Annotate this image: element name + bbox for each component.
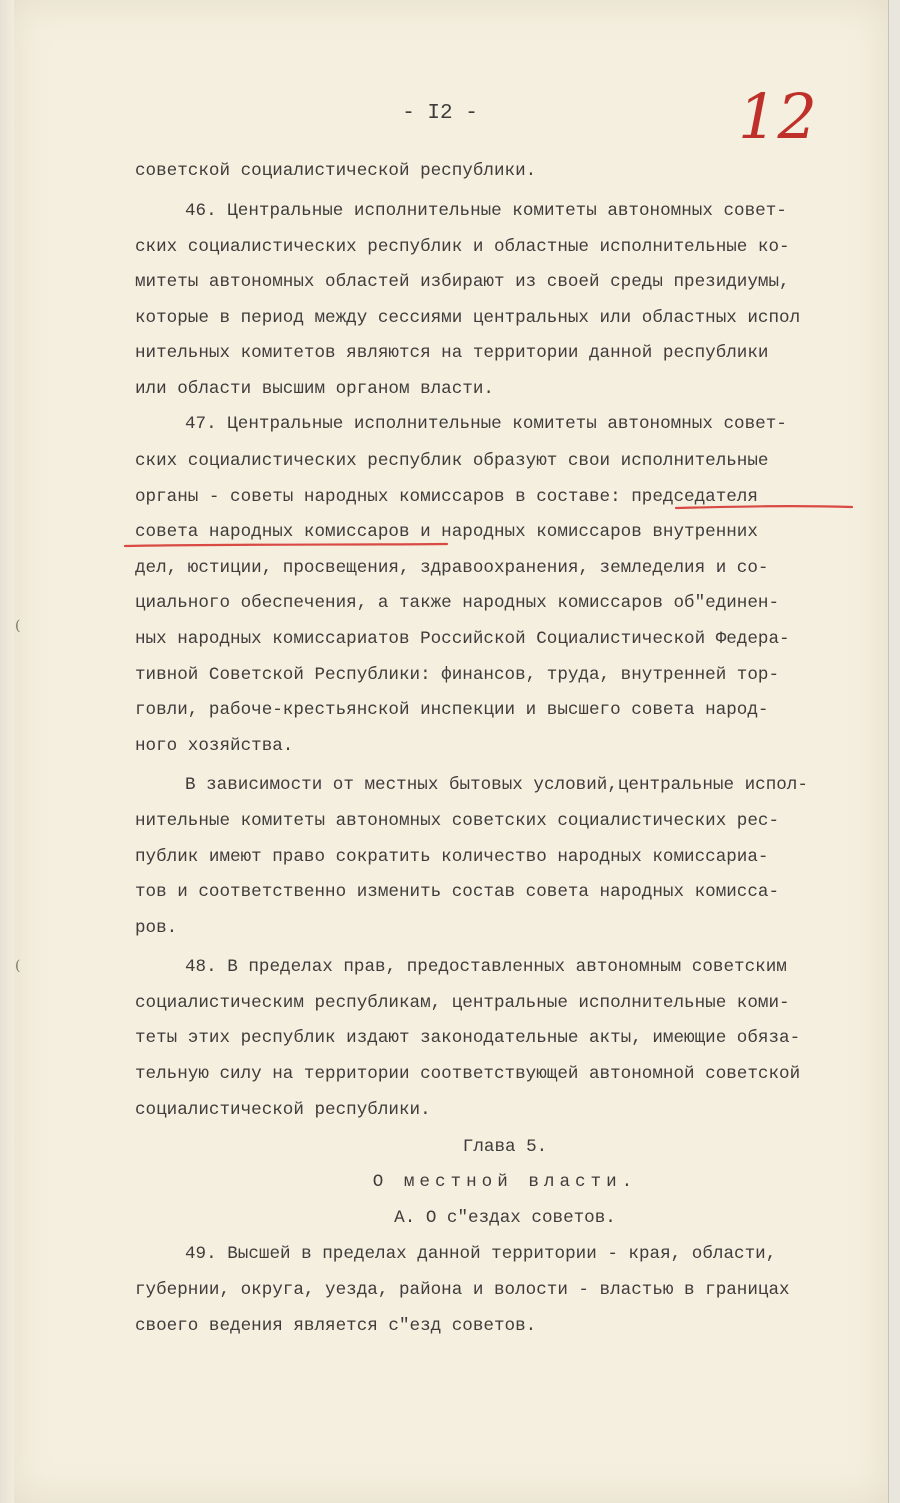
binder-edge (0, 0, 14, 1503)
paragraph-local-conditions-line: ров. (135, 918, 178, 938)
paragraph-46-line: которые в период между сессиями центральных или областных испол (135, 308, 801, 328)
paragraph-47-line: говли, рабоче-крестьянской инспекции и высшего совета народ- (135, 700, 769, 720)
paragraph-local-conditions-line: В зависимости от местных бытовых условий,центральные испол- (185, 775, 808, 795)
paragraph-46-line: ских социалистических республик и областные исполнительные ко- (135, 237, 790, 257)
paragraph-49-line: губернии, округа, уезда, района и волости - властью в границах (135, 1280, 790, 1300)
paragraph-46-line: митеты автономных областей избирают из своей среды президиумы, (135, 272, 790, 292)
paragraph-47-line: тивной Советской Республики: финансов, труда, внутренней тор- (135, 665, 780, 685)
margin-mark: ( (15, 958, 21, 974)
paragraph-46-line: или области высшим органом власти. (135, 379, 494, 399)
paragraph-local-conditions-line: тов и соответственно изменить состав совета народных комисса- (135, 882, 780, 902)
paragraph-local-conditions-line: нительные комитеты автономных советских социалистических рес- (135, 811, 780, 831)
paragraph-46-line: нительных комитетов являются на территории данной республики (135, 343, 769, 363)
margin-mark: ( (15, 618, 21, 634)
paragraph-48-line: социалистическим республикам, центральные исполнительные коми- (135, 993, 790, 1013)
page-right-edge (888, 0, 900, 1503)
paragraph-47-line: ных народных комиссариатов Российской Социалистической Федера- (135, 629, 790, 649)
section-heading: О местной власти. (372, 1172, 638, 1192)
chapter-heading: Глава 5. (462, 1137, 548, 1157)
paragraph-47-line: ских социалистических республик образуют свои исполнительные (135, 451, 769, 471)
paragraph-47-line: 47. Центральные исполнительные комитеты автономных совет- (185, 414, 787, 434)
paragraph-47-line: органы - советы народных комиссаров в составе: председателя (135, 487, 758, 507)
paragraph-47-line: ного хозяйства. (135, 736, 294, 756)
paragraph-47-line: дел, юстиции, просвещения, здравоохранения, земледелия и со- (135, 558, 769, 578)
paragraph-49-line: своего ведения является с"езд советов. (135, 1316, 537, 1336)
paragraph-47-line: совета народных комиссаров и народных комиссаров внутренних (135, 522, 758, 542)
paragraph-48-line: социалистической республики. (135, 1100, 431, 1120)
paragraph-local-conditions-line: публик имеют право сократить количество народных комиссариа- (135, 847, 769, 867)
text-line: советской социалистической республики. (135, 161, 537, 181)
archive-number-text: 12 (738, 80, 817, 153)
subsection-heading: А. О с"ездах советов. (394, 1208, 616, 1228)
paragraph-48-line: 48. В пределах прав, предоставленных автономным советским (185, 957, 787, 977)
handwritten-archive-number (738, 60, 828, 160)
paragraph-47-line: циального обеспечения, а также народных комиссаров об"единен- (135, 593, 780, 613)
paragraph-48-line: тельную силу на территории соответствующей автономной советской (135, 1064, 801, 1084)
paragraph-49-line: 49. Высшей в пределах данной территории - края, области, (185, 1244, 777, 1264)
page-number: - I2 - (402, 102, 478, 125)
paragraph-48-line: теты этих республик издают законодательные акты, имеющие обяза- (135, 1028, 801, 1048)
paragraph-46-line: 46. Центральные исполнительные комитеты автономных совет- (185, 201, 787, 221)
